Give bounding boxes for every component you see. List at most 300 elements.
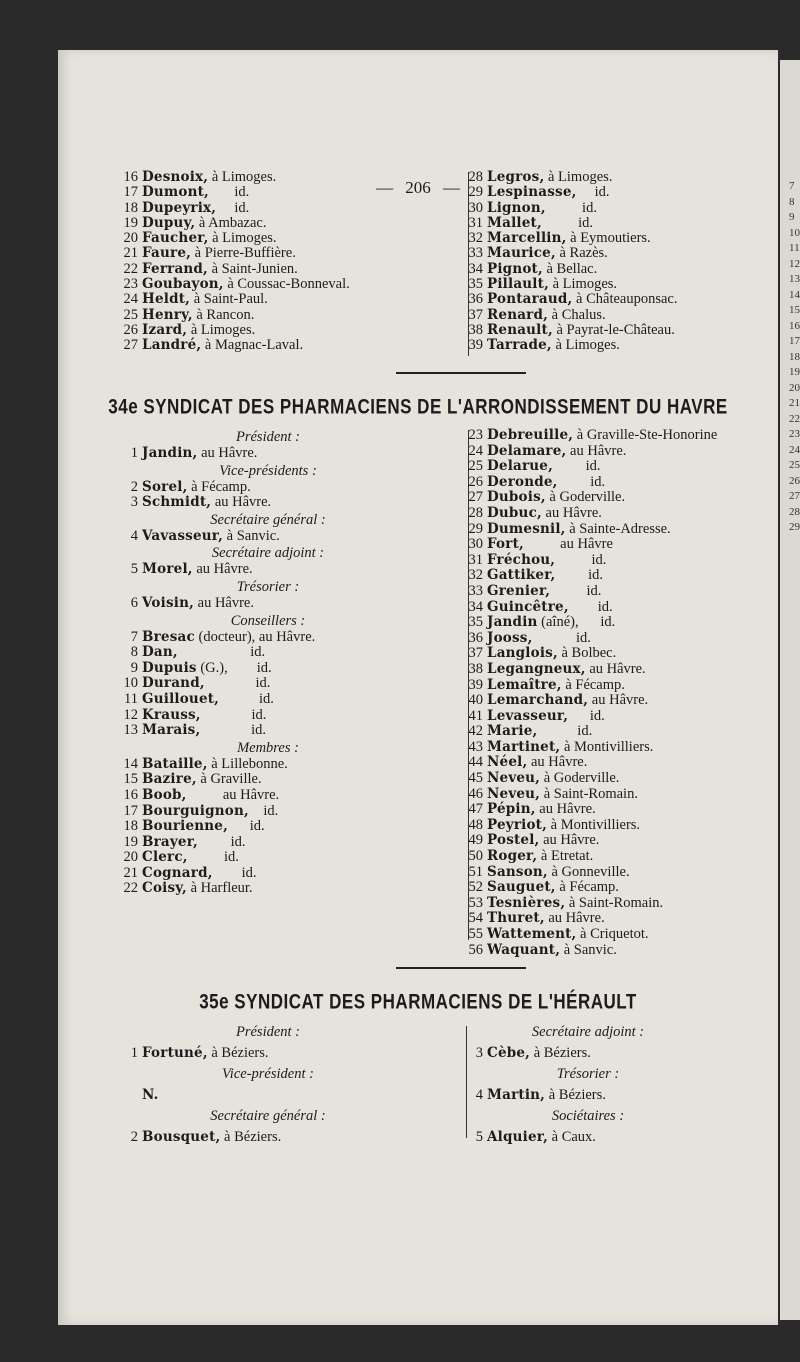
- entry-name: Gattiker,: [487, 567, 556, 584]
- entry-location: à Saint-Paul.: [190, 291, 268, 308]
- entry-name: Voisin,: [142, 594, 195, 611]
- entry-location: à Fécamp.: [561, 676, 625, 693]
- entry-number: 26: [468, 473, 483, 490]
- entry-number: 28: [468, 169, 483, 185]
- list-item: [118, 323, 350, 338]
- entry-name: Tesnières,: [487, 894, 566, 911]
- entry-number: 15: [123, 771, 138, 788]
- entry-location: à Montivilliers.: [560, 738, 654, 755]
- entry-location: id.: [568, 707, 605, 724]
- entry-name: Cèbe,: [487, 1045, 531, 1061]
- adjacent-page-number: 27: [789, 490, 800, 502]
- list-item: [463, 537, 717, 553]
- entry-location: à Saint-Junien.: [207, 260, 298, 277]
- entry-number: 35: [468, 614, 483, 631]
- entry-number: 39: [468, 337, 483, 354]
- entry-name: Fréchou,: [487, 551, 556, 568]
- entry-name: Peyriot,: [487, 816, 548, 833]
- list-item: [118, 661, 418, 677]
- entry-location: au Hâvre.: [541, 504, 602, 521]
- entry-number: 32: [468, 567, 483, 584]
- entry-location: à Harfleur.: [186, 880, 253, 897]
- entry-number: 52: [468, 879, 483, 896]
- entry-location: à Lillebonne.: [207, 755, 288, 772]
- list-item: [118, 562, 418, 578]
- entry-location: à Bolbec.: [557, 645, 617, 662]
- entry-number: 38: [468, 321, 483, 338]
- entry-number: 2: [130, 478, 138, 495]
- list-item: [118, 630, 418, 646]
- entry-number: 5: [130, 561, 138, 578]
- entry-name: Maurice,: [487, 245, 556, 262]
- entry-number: 23: [468, 427, 483, 443]
- entry-name: Faure,: [142, 245, 192, 262]
- entry-number: 20: [123, 230, 138, 247]
- entry-name: Bourienne,: [142, 818, 228, 835]
- entry-number: 28: [468, 504, 483, 521]
- entry-location: à Fécamp.: [555, 879, 619, 896]
- entry-name: Deronde,: [487, 473, 558, 490]
- entry-number: 55: [468, 926, 483, 942]
- list-item: [463, 568, 717, 584]
- adjacent-page-number: 7: [789, 180, 795, 192]
- list-item: [118, 835, 418, 851]
- role-heading: Président :: [235, 429, 301, 445]
- list-item: [463, 308, 678, 323]
- list-item: [463, 553, 717, 569]
- entry-location: à Chalus.: [548, 306, 606, 323]
- entry-location: id.: [200, 706, 267, 723]
- list-item: [463, 662, 717, 678]
- entry-number: 3: [130, 494, 138, 511]
- list-item: [463, 338, 678, 353]
- entry-name: Delarue,: [487, 458, 553, 475]
- entry-name: N.: [142, 1087, 159, 1103]
- entry-name: Bataille,: [142, 755, 208, 772]
- entry-location: id.: [541, 214, 594, 231]
- list-item: [463, 740, 717, 756]
- entry-number: 37: [468, 645, 483, 662]
- entry-number: 39: [468, 676, 483, 693]
- entry-number: 54: [468, 910, 483, 927]
- entry-location: à Limoges.: [548, 276, 618, 293]
- entry-name: Sanson,: [487, 863, 548, 880]
- entry-location: à Caux.: [548, 1129, 596, 1145]
- entry-number: 41: [468, 707, 483, 724]
- adjacent-page-number: 24: [789, 443, 800, 456]
- entry-number: 18: [123, 199, 138, 216]
- entry-number: 22: [123, 260, 138, 277]
- entry-location: au Hâvre.: [544, 910, 605, 927]
- section-35-left-column: [118, 1022, 418, 1148]
- entry-location: au Hâvre: [523, 536, 613, 553]
- list-item: [118, 231, 350, 246]
- entry-number: 33: [468, 245, 483, 262]
- entry-name: Bresac: [142, 628, 195, 645]
- entry-number: 25: [123, 306, 138, 323]
- list-item: [463, 615, 717, 631]
- entry-number: 46: [468, 785, 483, 802]
- entry-number: 1: [130, 1045, 138, 1061]
- list-item: [118, 1127, 418, 1148]
- list-item: [463, 865, 717, 881]
- entry-location: id.: [197, 833, 246, 850]
- entry-number: 38: [468, 660, 483, 677]
- role-heading: Secrétaire général :: [210, 511, 326, 528]
- entry-location: au Hâvre.: [527, 754, 588, 771]
- entry-name: Postel,: [487, 832, 540, 849]
- list-item: [463, 522, 717, 538]
- entry-location: à Payrat-le-Château.: [552, 321, 675, 338]
- entry-number: 7: [130, 628, 138, 645]
- section-35-right-column: [463, 1022, 713, 1148]
- entry-number: 37: [468, 306, 483, 323]
- entry-location: à Graville.: [196, 771, 262, 788]
- entry-name: Marcellin,: [487, 230, 567, 247]
- entry-number: 2: [130, 1129, 138, 1145]
- list-item: [463, 170, 678, 185]
- entry-location: id.: [200, 722, 267, 739]
- role-heading: Trésorier :: [556, 1066, 620, 1082]
- entry-name: Wattement,: [487, 926, 577, 942]
- entry-name: Renard,: [487, 306, 549, 323]
- adjacent-page-number: 12: [789, 257, 800, 270]
- entry-number: 31: [468, 551, 483, 568]
- entry-location: id.: [216, 199, 250, 216]
- entry-number: 47: [468, 801, 483, 818]
- entry-name: Bourguignon,: [142, 802, 249, 819]
- entry-name: Debreuille,: [487, 427, 574, 443]
- list-item: [118, 277, 350, 292]
- entry-number: 30: [468, 199, 483, 216]
- role-heading: Conseillers :: [230, 612, 306, 629]
- entry-number: 44: [468, 754, 483, 771]
- entry-number: 17: [123, 184, 138, 201]
- entry-number: 23: [123, 276, 138, 293]
- entry-name: Dupuis: [142, 659, 197, 676]
- page: [58, 50, 778, 1325]
- list-item: [118, 216, 350, 231]
- entry-number: 31: [468, 214, 483, 231]
- list-item: [118, 692, 418, 708]
- entry-name: Alquier,: [487, 1129, 549, 1145]
- list-item: [463, 678, 717, 694]
- section-34-left-column: [118, 428, 418, 897]
- entry-location: à Fécamp.: [187, 478, 251, 495]
- list-item: [463, 600, 717, 616]
- role-heading: Président :: [235, 1024, 301, 1040]
- entry-name: Legangneux,: [487, 660, 586, 677]
- list-item: [463, 880, 717, 896]
- entry-location: (docteur), au Hâvre.: [194, 628, 316, 645]
- entry-name: Lemarchand,: [487, 692, 589, 709]
- entry-name: Delamare,: [487, 442, 567, 459]
- list-item: [463, 506, 717, 522]
- list-item: [118, 446, 418, 462]
- entry-name: Legros,: [487, 169, 545, 185]
- entry-name: Dubuc,: [487, 504, 542, 521]
- entry-location: à Béziers.: [530, 1045, 591, 1061]
- entry-location: à Sainte-Adresse.: [565, 520, 671, 537]
- entry-name: Dumesnil,: [487, 520, 566, 537]
- entry-name: Dupuy,: [142, 214, 196, 231]
- entry-number: 33: [468, 582, 483, 599]
- entry-location: au Hâvre.: [566, 442, 627, 459]
- entry-number: 42: [468, 723, 483, 740]
- entry-number: 25: [468, 458, 483, 475]
- entry-name: Thuret,: [487, 910, 545, 927]
- entry-name: Neveu,: [487, 770, 541, 787]
- entry-name: Boob,: [142, 786, 187, 803]
- list-item: [463, 1085, 713, 1106]
- entry-number: 9: [130, 659, 138, 676]
- entry-number: 34: [468, 598, 483, 615]
- role-heading: Vice-présidents :: [219, 462, 317, 479]
- list-item: [118, 723, 418, 739]
- entry-name: Pillault,: [487, 276, 549, 293]
- list-item: [463, 724, 717, 740]
- entry-name: Ferrand,: [142, 260, 208, 277]
- entry-name: Mallet,: [487, 214, 542, 231]
- entry-name: Roger,: [487, 848, 538, 865]
- list-item: [118, 246, 350, 261]
- role-heading: Membres :: [237, 739, 299, 756]
- entry-location: id.: [576, 184, 610, 201]
- entry-name: Goubayon,: [142, 276, 224, 293]
- list-item: [118, 1085, 418, 1106]
- list-item: [463, 459, 717, 475]
- list-item: [463, 755, 717, 771]
- entry-name: Pontaraud,: [487, 291, 573, 308]
- list-item: [118, 495, 418, 511]
- list-item: [463, 896, 717, 912]
- entry-location: au Hâvre.: [539, 832, 600, 849]
- list-item: [463, 246, 678, 261]
- role-heading: Vice-président :: [222, 1066, 314, 1082]
- entry-name: Schmidt,: [142, 494, 212, 511]
- list-item: [463, 584, 717, 600]
- entry-number: 50: [468, 848, 483, 865]
- list-item: [118, 338, 350, 353]
- entry-location: à Gonneville.: [547, 863, 630, 880]
- list-item: [463, 771, 717, 787]
- entry-name: Marais,: [142, 722, 201, 739]
- entry-number: 11: [124, 690, 138, 707]
- entry-number: 16: [123, 169, 138, 185]
- adjacent-page-number: 8: [789, 195, 795, 208]
- list-item: [463, 709, 717, 725]
- entry-location: à Saint-Romain.: [565, 894, 664, 911]
- entry-name: Heldt,: [142, 291, 191, 308]
- entry-name: Jandin,: [142, 445, 198, 461]
- list-item: [118, 850, 418, 866]
- entry-name: Tarrade,: [487, 337, 552, 354]
- entry-name: Krauss,: [142, 706, 201, 723]
- entry-location: (aîné), id.: [537, 614, 616, 631]
- entry-location: au Hâvre.: [588, 692, 649, 709]
- entry-location: au Hâvre.: [186, 786, 280, 803]
- list-item: [118, 819, 418, 835]
- entry-number: 17: [123, 802, 138, 819]
- entry-number: 32: [468, 230, 483, 247]
- adjacent-page-number: 16: [789, 319, 800, 332]
- list-item: [118, 480, 418, 496]
- entry-location: id.: [532, 629, 591, 646]
- entry-name: Dumont,: [142, 184, 209, 201]
- adjacent-page-number: 14: [789, 288, 800, 301]
- entry-location: à Magnac-Laval.: [201, 337, 304, 354]
- list-item: [463, 231, 678, 246]
- entry-location: au Hâvre.: [585, 660, 646, 677]
- entry-name: Izard,: [142, 321, 188, 338]
- entry-number: 3: [475, 1045, 483, 1061]
- entry-number: 5: [475, 1129, 483, 1145]
- entry-name: Neveu,: [487, 785, 541, 802]
- entry-location: à Limoges.: [187, 321, 256, 338]
- entry-name: Vavasseur,: [142, 527, 224, 544]
- entry-name: Renault,: [487, 321, 553, 338]
- entry-number: 45: [468, 770, 483, 787]
- entry-location: id.: [227, 818, 265, 835]
- entry-name: Morel,: [142, 561, 193, 578]
- entry-name: Fortuné,: [142, 1045, 208, 1061]
- entry-name: Dubois,: [487, 489, 546, 506]
- entry-name: Lignon,: [487, 199, 546, 216]
- entry-name: Grenier,: [487, 582, 551, 599]
- entry-number: 4: [130, 527, 138, 544]
- list-item: [463, 1043, 713, 1064]
- entry-location: id.: [550, 582, 602, 599]
- adjacent-page-number: 23: [789, 428, 800, 440]
- entry-name: Martin,: [487, 1087, 546, 1103]
- entry-name: Landré,: [142, 337, 202, 354]
- entry-number: 24: [123, 291, 138, 308]
- list-item: [463, 833, 717, 849]
- adjacent-page-number: 13: [789, 273, 800, 285]
- entry-location: à Béziers.: [545, 1087, 606, 1103]
- entry-number: 56: [468, 941, 483, 958]
- entry-number: 20: [123, 849, 138, 866]
- entry-name: Martinet,: [487, 738, 561, 755]
- list-item: [118, 772, 418, 788]
- entry-number: 27: [123, 337, 138, 354]
- entry-name: Bazire,: [142, 771, 197, 788]
- list-item: [463, 444, 717, 460]
- entry-name: Faucher,: [142, 230, 209, 247]
- entry-location: à Saint-Romain.: [540, 785, 638, 802]
- list-item: [463, 927, 717, 943]
- entry-location: id.: [555, 567, 603, 584]
- list-top-left: [118, 170, 350, 354]
- entry-number: 12: [123, 706, 138, 723]
- entry-number: 36: [468, 629, 483, 646]
- list-item: [118, 170, 350, 185]
- adjacent-page-edge: [780, 60, 800, 1320]
- section-34-title: 34e SYNDICAT DES PHARMACIENS DE L'ARRONDISSEMENT DU HAVRE: [108, 394, 728, 419]
- list-item: [118, 708, 418, 724]
- list-item: [118, 201, 350, 216]
- list-item: [463, 911, 717, 927]
- entry-number: 22: [123, 880, 138, 897]
- adjacent-page-number: 10: [789, 226, 800, 239]
- entry-number: 30: [468, 536, 483, 553]
- entry-number: 6: [130, 594, 138, 611]
- list-item: [118, 529, 418, 545]
- entry-location: à Montivilliers.: [547, 816, 641, 833]
- entry-name: Henry,: [142, 306, 193, 323]
- list-item: [463, 802, 717, 818]
- entry-location: id.: [553, 458, 601, 475]
- entry-name: Clerc,: [142, 849, 188, 866]
- entry-location: id.: [248, 802, 279, 819]
- entry-name: Sauguet,: [487, 879, 556, 896]
- entry-name: Jandin: [487, 614, 538, 631]
- list-item: [463, 1127, 713, 1148]
- entry-number: 1: [130, 445, 138, 461]
- adjacent-page-number: 11: [789, 242, 800, 254]
- entry-location: à Graville-Ste-Honorine: [573, 427, 718, 443]
- adjacent-page-number: 25: [789, 459, 800, 471]
- entry-number: 40: [468, 692, 483, 709]
- adjacent-page-number: 15: [789, 304, 800, 316]
- section-35-title: 35e SYNDICAT DES PHARMACIENS DE L'HÉRAULT: [199, 989, 637, 1014]
- list-item: [463, 262, 678, 277]
- entry-number: 53: [468, 894, 483, 911]
- list-item: [463, 323, 678, 338]
- entry-location: id.: [555, 551, 607, 568]
- adjacent-page-number: 21: [789, 397, 800, 409]
- entry-number: 14: [123, 755, 138, 772]
- entry-number: 26: [123, 321, 138, 338]
- entry-name: Lemaître,: [487, 676, 562, 693]
- page-number: — 206 —: [376, 178, 460, 197]
- entry-name: Sorel,: [142, 478, 188, 495]
- adjacent-page-number: 20: [789, 381, 800, 394]
- entry-name: Pépin,: [487, 801, 536, 818]
- entry-name: Bousquet,: [142, 1129, 221, 1145]
- list-item: [118, 1043, 418, 1064]
- entry-name: Guincêtre,: [487, 598, 569, 615]
- adjacent-page-number: 22: [789, 412, 800, 425]
- list-item: [463, 490, 717, 506]
- entry-name: Levasseur,: [487, 707, 569, 724]
- entry-location: à Goderville.: [540, 770, 620, 787]
- entry-location: id.: [537, 723, 593, 740]
- entry-location: à Sanvic.: [560, 941, 617, 958]
- section-divider: [396, 372, 526, 374]
- entry-location: à Criquetot.: [576, 926, 649, 942]
- section-divider: [396, 967, 526, 969]
- entry-location: id.: [545, 199, 597, 216]
- list-item: [463, 646, 717, 662]
- entry-name: Coisy,: [142, 880, 187, 897]
- entry-location: au Hâvre.: [535, 801, 596, 818]
- entry-location: au Hâvre.: [197, 445, 258, 461]
- list-item: [463, 818, 717, 834]
- list-top-right: [463, 170, 678, 354]
- entry-number: 13: [123, 722, 138, 739]
- entry-name: Cognard,: [142, 864, 213, 881]
- entry-number: 21: [123, 864, 138, 881]
- list-item: [463, 475, 717, 491]
- entry-number: 16: [123, 786, 138, 803]
- list-item: [463, 277, 678, 292]
- entry-location: à Rancon.: [192, 306, 255, 323]
- list-item: [463, 849, 717, 865]
- entry-number: 8: [130, 644, 138, 661]
- list-item: [118, 866, 418, 882]
- entry-location: id.: [219, 690, 274, 707]
